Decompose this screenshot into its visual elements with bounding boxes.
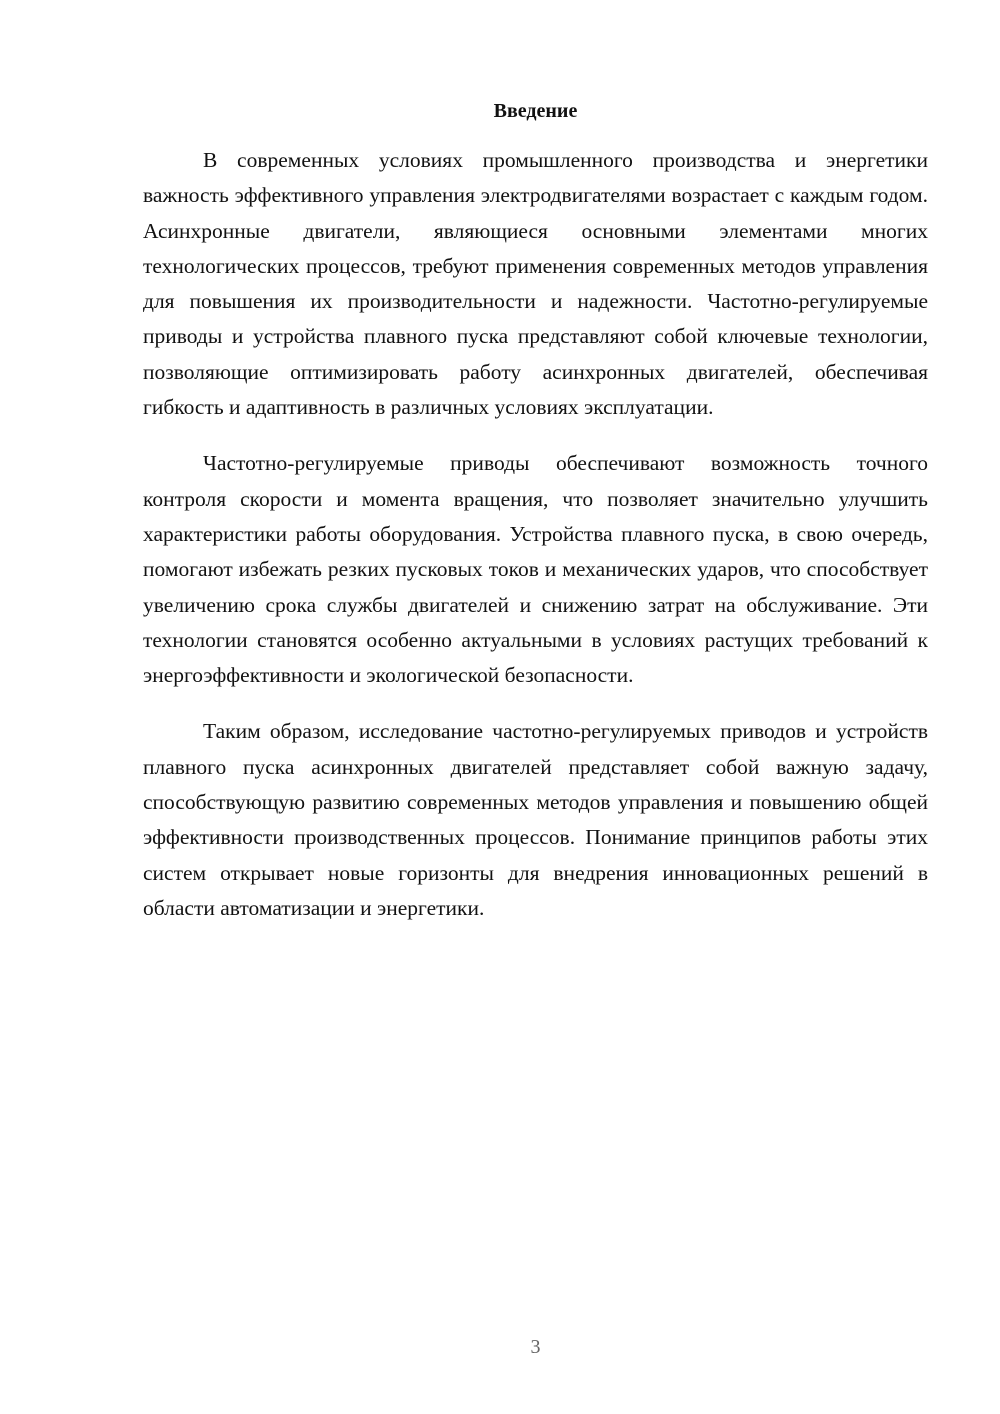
paragraph-1: В современных условиях промышленного производства и энергетики важность эффективного управления электродвигателями возрастает с каждым годом. Асинхронные двигатели, являющиеся основными элементами многих технологических процессов, требуют применения современных методов управления для повышения их производительности и надежности. Частотно-регулируемые приводы и устройства плавного пуска представляют собой ключевые технологии, позволяющие оптимизировать работу асинхронных двигателей, обеспечивая гибкость и адаптивность в различных условиях эксплуатации. <box>143 148 928 420</box>
body-text <box>143 143 928 947</box>
section-title: Введение <box>493 100 578 122</box>
paragraph-2: Частотно-регулируемые приводы обеспечивают возможность точного контроля скорости и момента вращения, что позволяет значительно улучшить характеристики работы оборудования. Устройства плавного пуска, в свою очередь, помогают избежать резких пусковых токов и механических ударов, что способствует увеличению срока службы двигателей и снижению затрат на обслуживание. Эти технологии становятся особенно актуальными в условиях растущих требований к энергоэффективности и экологической безопасности. <box>143 451 928 688</box>
paragraph-3: Таким образом, исследование частотно-регулируемых приводов и устройств плавного пуска асинхронных двигателей представляет собой важную задачу, способствующую развитию современных методов управления и повышению общей эффективности производственных процессов. Понимание принципов работы этих систем открывает новые горизонты для внедрения инновационных решений в области автоматизации и энергетики. <box>143 719 928 920</box>
page-number: 3 <box>530 1336 541 1358</box>
